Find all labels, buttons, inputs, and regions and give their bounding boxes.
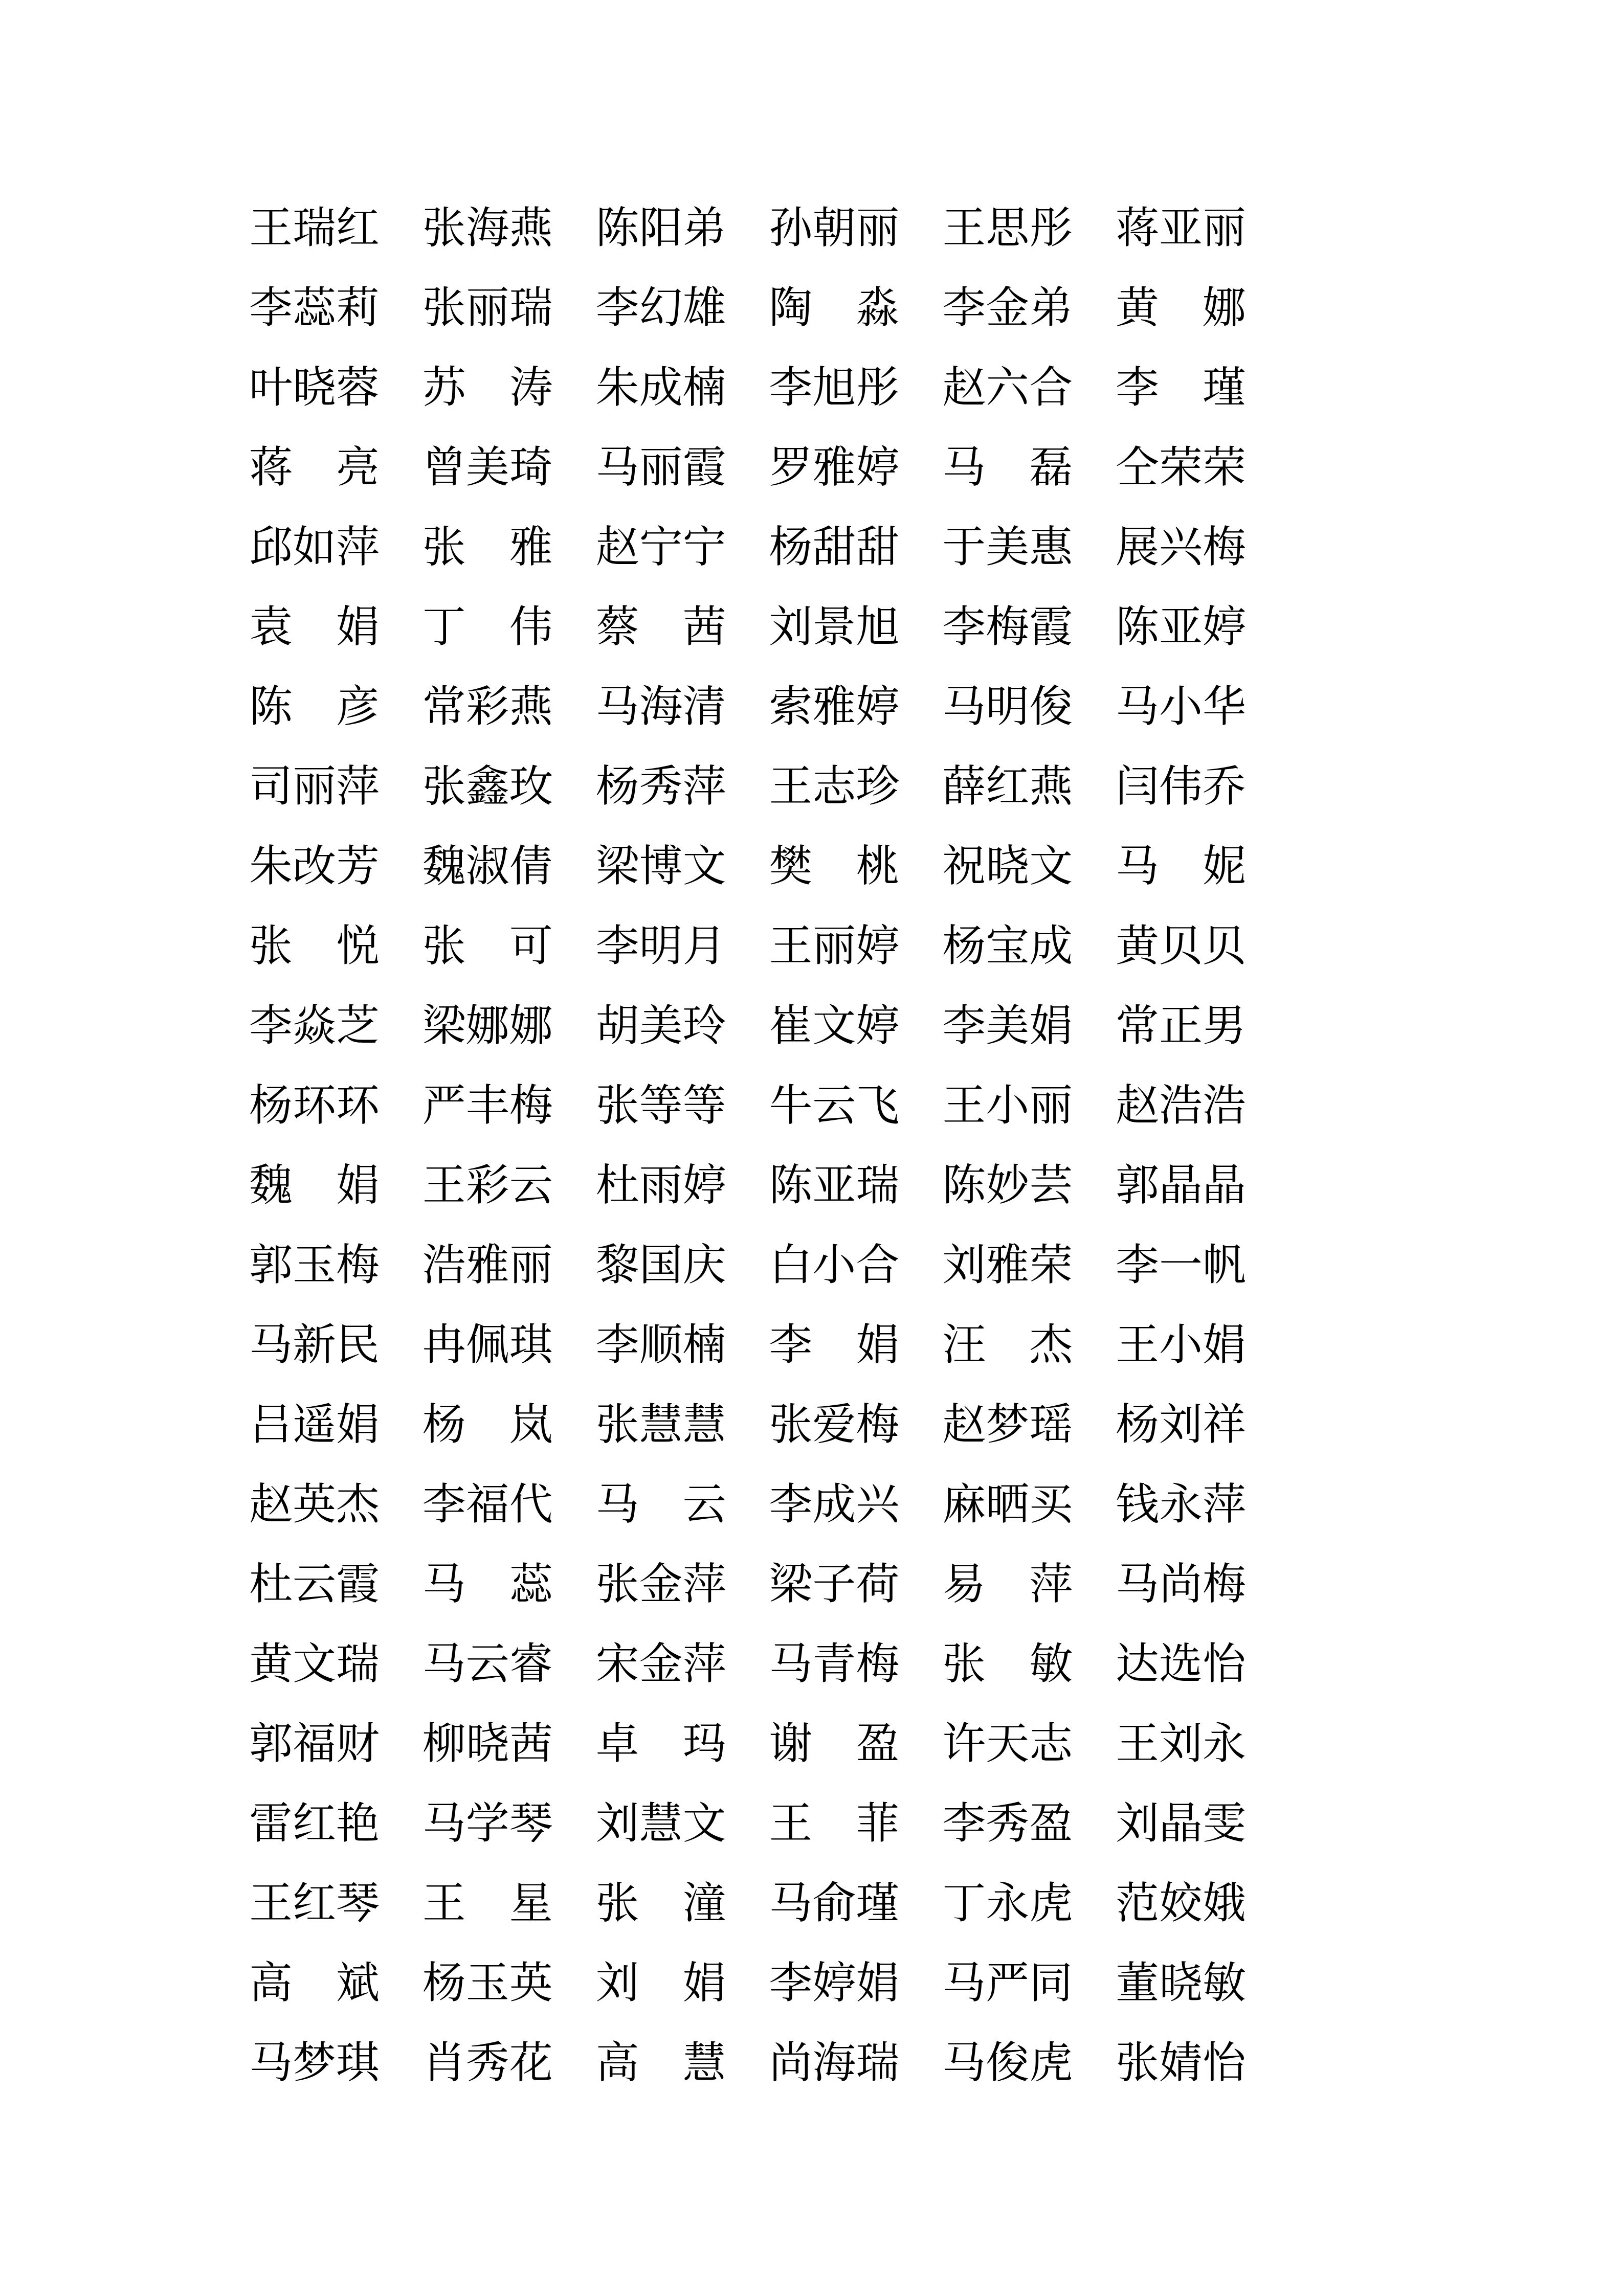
name-cell: 赵宁宁 — [595, 523, 726, 572]
name-cell: 郭晶晶 — [1115, 1161, 1246, 1210]
name-cell: 李旭彤 — [769, 364, 900, 412]
name-cell: 肖秀花 — [422, 2039, 553, 2087]
name-cell: 魏 娟 — [249, 1161, 380, 1210]
name-cell: 张爱梅 — [769, 1401, 900, 1449]
name-cell: 王小丽 — [942, 1082, 1073, 1130]
name-cell: 王 星 — [422, 1879, 553, 1928]
name-cell: 黄贝贝 — [1115, 922, 1246, 971]
name-row — [249, 1625, 1247, 1704]
name-cell: 张等等 — [595, 1082, 726, 1130]
name-cell: 高 斌 — [249, 1959, 380, 2008]
name-cell: 易 萍 — [942, 1560, 1073, 1609]
name-row — [249, 1226, 1247, 1305]
name-cell: 李幻雄 — [595, 284, 726, 332]
name-row — [249, 1066, 1247, 1146]
name-cell: 于美惠 — [942, 523, 1073, 572]
name-cell: 卓 玛 — [595, 1720, 726, 1768]
name-cell: 杨刘祥 — [1115, 1401, 1246, 1449]
name-cell: 刘慧文 — [595, 1799, 726, 1848]
name-cell: 丁永虎 — [942, 1879, 1073, 1928]
name-cell: 马云睿 — [422, 1640, 553, 1689]
name-cell: 李成兴 — [769, 1480, 900, 1529]
name-cell: 王红琴 — [249, 1879, 380, 1928]
name-cell: 王刘永 — [1115, 1720, 1246, 1768]
name-cell: 朱成楠 — [595, 364, 726, 412]
name-row — [249, 428, 1247, 508]
name-cell: 马严同 — [942, 1959, 1073, 2008]
name-cell: 陶 淼 — [769, 284, 900, 332]
name-cell: 赵浩浩 — [1115, 1082, 1246, 1130]
name-cell: 张慧慧 — [595, 1401, 726, 1449]
name-cell: 陈阳弟 — [595, 204, 726, 253]
name-cell: 王彩云 — [422, 1161, 553, 1210]
name-cell: 马梦琪 — [249, 2039, 380, 2087]
name-row — [249, 1385, 1247, 1465]
name-cell: 蒋亚丽 — [1115, 204, 1246, 253]
name-cell: 蔡 茜 — [595, 603, 726, 651]
name-cell: 常正男 — [1115, 1002, 1246, 1050]
name-cell: 黄文瑞 — [249, 1640, 380, 1689]
name-cell: 麻晒买 — [942, 1480, 1073, 1529]
name-cell: 赵六合 — [942, 364, 1073, 412]
name-cell: 李婷娟 — [769, 1959, 900, 2008]
name-row — [249, 1704, 1247, 1784]
name-cell: 张 雅 — [422, 523, 553, 572]
name-cell: 李 瑾 — [1115, 364, 1246, 412]
name-cell: 李明月 — [595, 922, 726, 971]
name-cell: 吕遥娟 — [249, 1401, 380, 1449]
name-cell: 王丽婷 — [769, 922, 900, 971]
name-cell: 牛云飞 — [769, 1082, 900, 1130]
name-cell: 赵英杰 — [249, 1480, 380, 1529]
name-row — [249, 907, 1247, 986]
name-cell: 李蕊莉 — [249, 284, 380, 332]
name-row — [249, 1784, 1247, 1864]
name-cell: 刘晶雯 — [1115, 1799, 1246, 1848]
name-row — [249, 1864, 1247, 1944]
name-cell: 马海清 — [595, 683, 726, 731]
name-cell: 张丽瑞 — [422, 284, 553, 332]
name-cell: 马 云 — [595, 1480, 726, 1529]
name-cell: 展兴梅 — [1115, 523, 1246, 572]
name-cell: 郭福财 — [249, 1720, 380, 1768]
name-cell: 刘 娟 — [595, 1959, 726, 2008]
name-cell: 叶晓蓉 — [249, 364, 380, 412]
name-cell: 高 慧 — [595, 2039, 726, 2087]
name-cell: 苏 涛 — [422, 364, 553, 412]
name-row — [249, 986, 1247, 1066]
name-row — [249, 588, 1247, 667]
name-cell: 汪 杰 — [942, 1321, 1073, 1369]
name-cell: 达选怡 — [1115, 1640, 1246, 1689]
name-cell: 索雅婷 — [769, 683, 900, 731]
name-cell: 雷红艳 — [249, 1799, 380, 1848]
name-cell: 常彩燕 — [422, 683, 553, 731]
name-cell: 闫伟乔 — [1115, 762, 1246, 811]
name-row — [249, 268, 1247, 348]
name-cell: 马俞瑾 — [769, 1879, 900, 1928]
name-row — [249, 1944, 1247, 2023]
name-cell: 仝荣荣 — [1115, 443, 1246, 492]
name-cell: 杨玉英 — [422, 1959, 553, 2008]
name-cell: 杜雨婷 — [595, 1161, 726, 1210]
name-cell: 杨甜甜 — [769, 523, 900, 572]
name-cell: 严丰梅 — [422, 1082, 553, 1130]
name-cell: 刘雅荣 — [942, 1241, 1073, 1290]
name-cell: 黄 娜 — [1115, 284, 1246, 332]
name-cell: 李 娟 — [769, 1321, 900, 1369]
name-cell: 张 可 — [422, 922, 553, 971]
name-cell: 杜云霞 — [249, 1560, 380, 1609]
name-cell: 陈亚瑞 — [769, 1161, 900, 1210]
name-cell: 杨 岚 — [422, 1401, 553, 1449]
name-cell: 张 潼 — [595, 1879, 726, 1928]
name-cell: 罗雅婷 — [769, 443, 900, 492]
name-row — [249, 1465, 1247, 1545]
name-cell: 李顺楠 — [595, 1321, 726, 1369]
name-cell: 马 蕊 — [422, 1560, 553, 1609]
name-cell: 樊 桃 — [769, 842, 900, 891]
name-cell: 马尚梅 — [1115, 1560, 1246, 1609]
name-cell: 袁 娟 — [249, 603, 380, 651]
name-cell: 魏淑倩 — [422, 842, 553, 891]
name-cell: 张 悦 — [249, 922, 380, 971]
name-cell: 赵梦瑶 — [942, 1401, 1073, 1449]
name-cell: 范姣娥 — [1115, 1879, 1246, 1928]
name-cell: 陈亚婷 — [1115, 603, 1246, 651]
name-cell: 孙朝丽 — [769, 204, 900, 253]
name-cell: 胡美玲 — [595, 1002, 726, 1050]
name-cell: 冉佩琪 — [422, 1321, 553, 1369]
name-cell: 王思彤 — [942, 204, 1073, 253]
name-cell: 郭玉梅 — [249, 1241, 380, 1290]
name-cell: 李梅霞 — [942, 603, 1073, 651]
name-cell: 谢 盈 — [769, 1720, 900, 1768]
name-cell: 杨秀萍 — [595, 762, 726, 811]
name-grid — [249, 189, 1247, 2103]
name-cell: 李金弟 — [942, 284, 1073, 332]
name-cell: 马丽霞 — [595, 443, 726, 492]
name-cell: 王小娟 — [1115, 1321, 1246, 1369]
name-cell: 杨宝成 — [942, 922, 1073, 971]
name-cell: 王 菲 — [769, 1799, 900, 1848]
name-cell: 李秀盈 — [942, 1799, 1073, 1848]
name-cell: 马俊虎 — [942, 2039, 1073, 2087]
name-cell: 朱改芳 — [249, 842, 380, 891]
name-cell: 尚海瑞 — [769, 2039, 900, 2087]
name-cell: 许天志 — [942, 1720, 1073, 1768]
name-cell: 李美娟 — [942, 1002, 1073, 1050]
name-cell: 蒋 亮 — [249, 443, 380, 492]
name-cell: 刘景旭 — [769, 603, 900, 651]
name-cell: 梁博文 — [595, 842, 726, 891]
name-cell: 祝晓文 — [942, 842, 1073, 891]
name-cell: 张海燕 — [422, 204, 553, 253]
name-cell: 张金萍 — [595, 1560, 726, 1609]
name-cell: 陈妙芸 — [942, 1161, 1073, 1210]
name-row — [249, 1146, 1247, 1226]
name-cell: 马明俊 — [942, 683, 1073, 731]
name-cell: 梁娜娜 — [422, 1002, 553, 1050]
name-cell: 马 磊 — [942, 443, 1073, 492]
name-row — [249, 827, 1247, 907]
name-cell: 李一帆 — [1115, 1241, 1246, 1290]
name-cell: 崔文婷 — [769, 1002, 900, 1050]
name-cell: 丁 伟 — [422, 603, 553, 651]
name-cell: 司丽萍 — [249, 762, 380, 811]
name-cell: 柳晓茜 — [422, 1720, 553, 1768]
name-row — [249, 348, 1247, 428]
name-row — [249, 189, 1247, 268]
name-cell: 马青梅 — [769, 1640, 900, 1689]
name-cell: 白小合 — [769, 1241, 900, 1290]
name-cell: 黎国庆 — [595, 1241, 726, 1290]
name-cell: 李福代 — [422, 1480, 553, 1529]
name-cell: 马新民 — [249, 1321, 380, 1369]
name-cell: 宋金萍 — [595, 1640, 726, 1689]
name-row — [249, 1545, 1247, 1625]
name-cell: 邱如萍 — [249, 523, 380, 572]
name-row — [249, 667, 1247, 747]
name-row — [249, 508, 1247, 588]
name-cell: 王志珍 — [769, 762, 900, 811]
name-cell: 马小华 — [1115, 683, 1246, 731]
name-cell: 曾美琦 — [422, 443, 553, 492]
name-cell: 王瑞红 — [249, 204, 380, 253]
name-row — [249, 1305, 1247, 1385]
name-cell: 张鑫玫 — [422, 762, 553, 811]
name-cell: 梁子荷 — [769, 1560, 900, 1609]
name-cell: 马 妮 — [1115, 842, 1246, 891]
name-cell: 钱永萍 — [1115, 1480, 1246, 1529]
name-cell: 杨环环 — [249, 1082, 380, 1130]
name-cell: 张婧怡 — [1115, 2039, 1246, 2087]
name-cell: 李焱芝 — [249, 1002, 380, 1050]
name-row — [249, 2023, 1247, 2103]
name-cell: 陈 彦 — [249, 683, 380, 731]
name-cell: 董晓敏 — [1115, 1959, 1246, 2008]
name-cell: 浩雅丽 — [422, 1241, 553, 1290]
name-row — [249, 747, 1247, 827]
name-cell: 张 敏 — [942, 1640, 1073, 1689]
name-cell: 马学琴 — [422, 1799, 553, 1848]
name-cell: 薛红燕 — [942, 762, 1073, 811]
